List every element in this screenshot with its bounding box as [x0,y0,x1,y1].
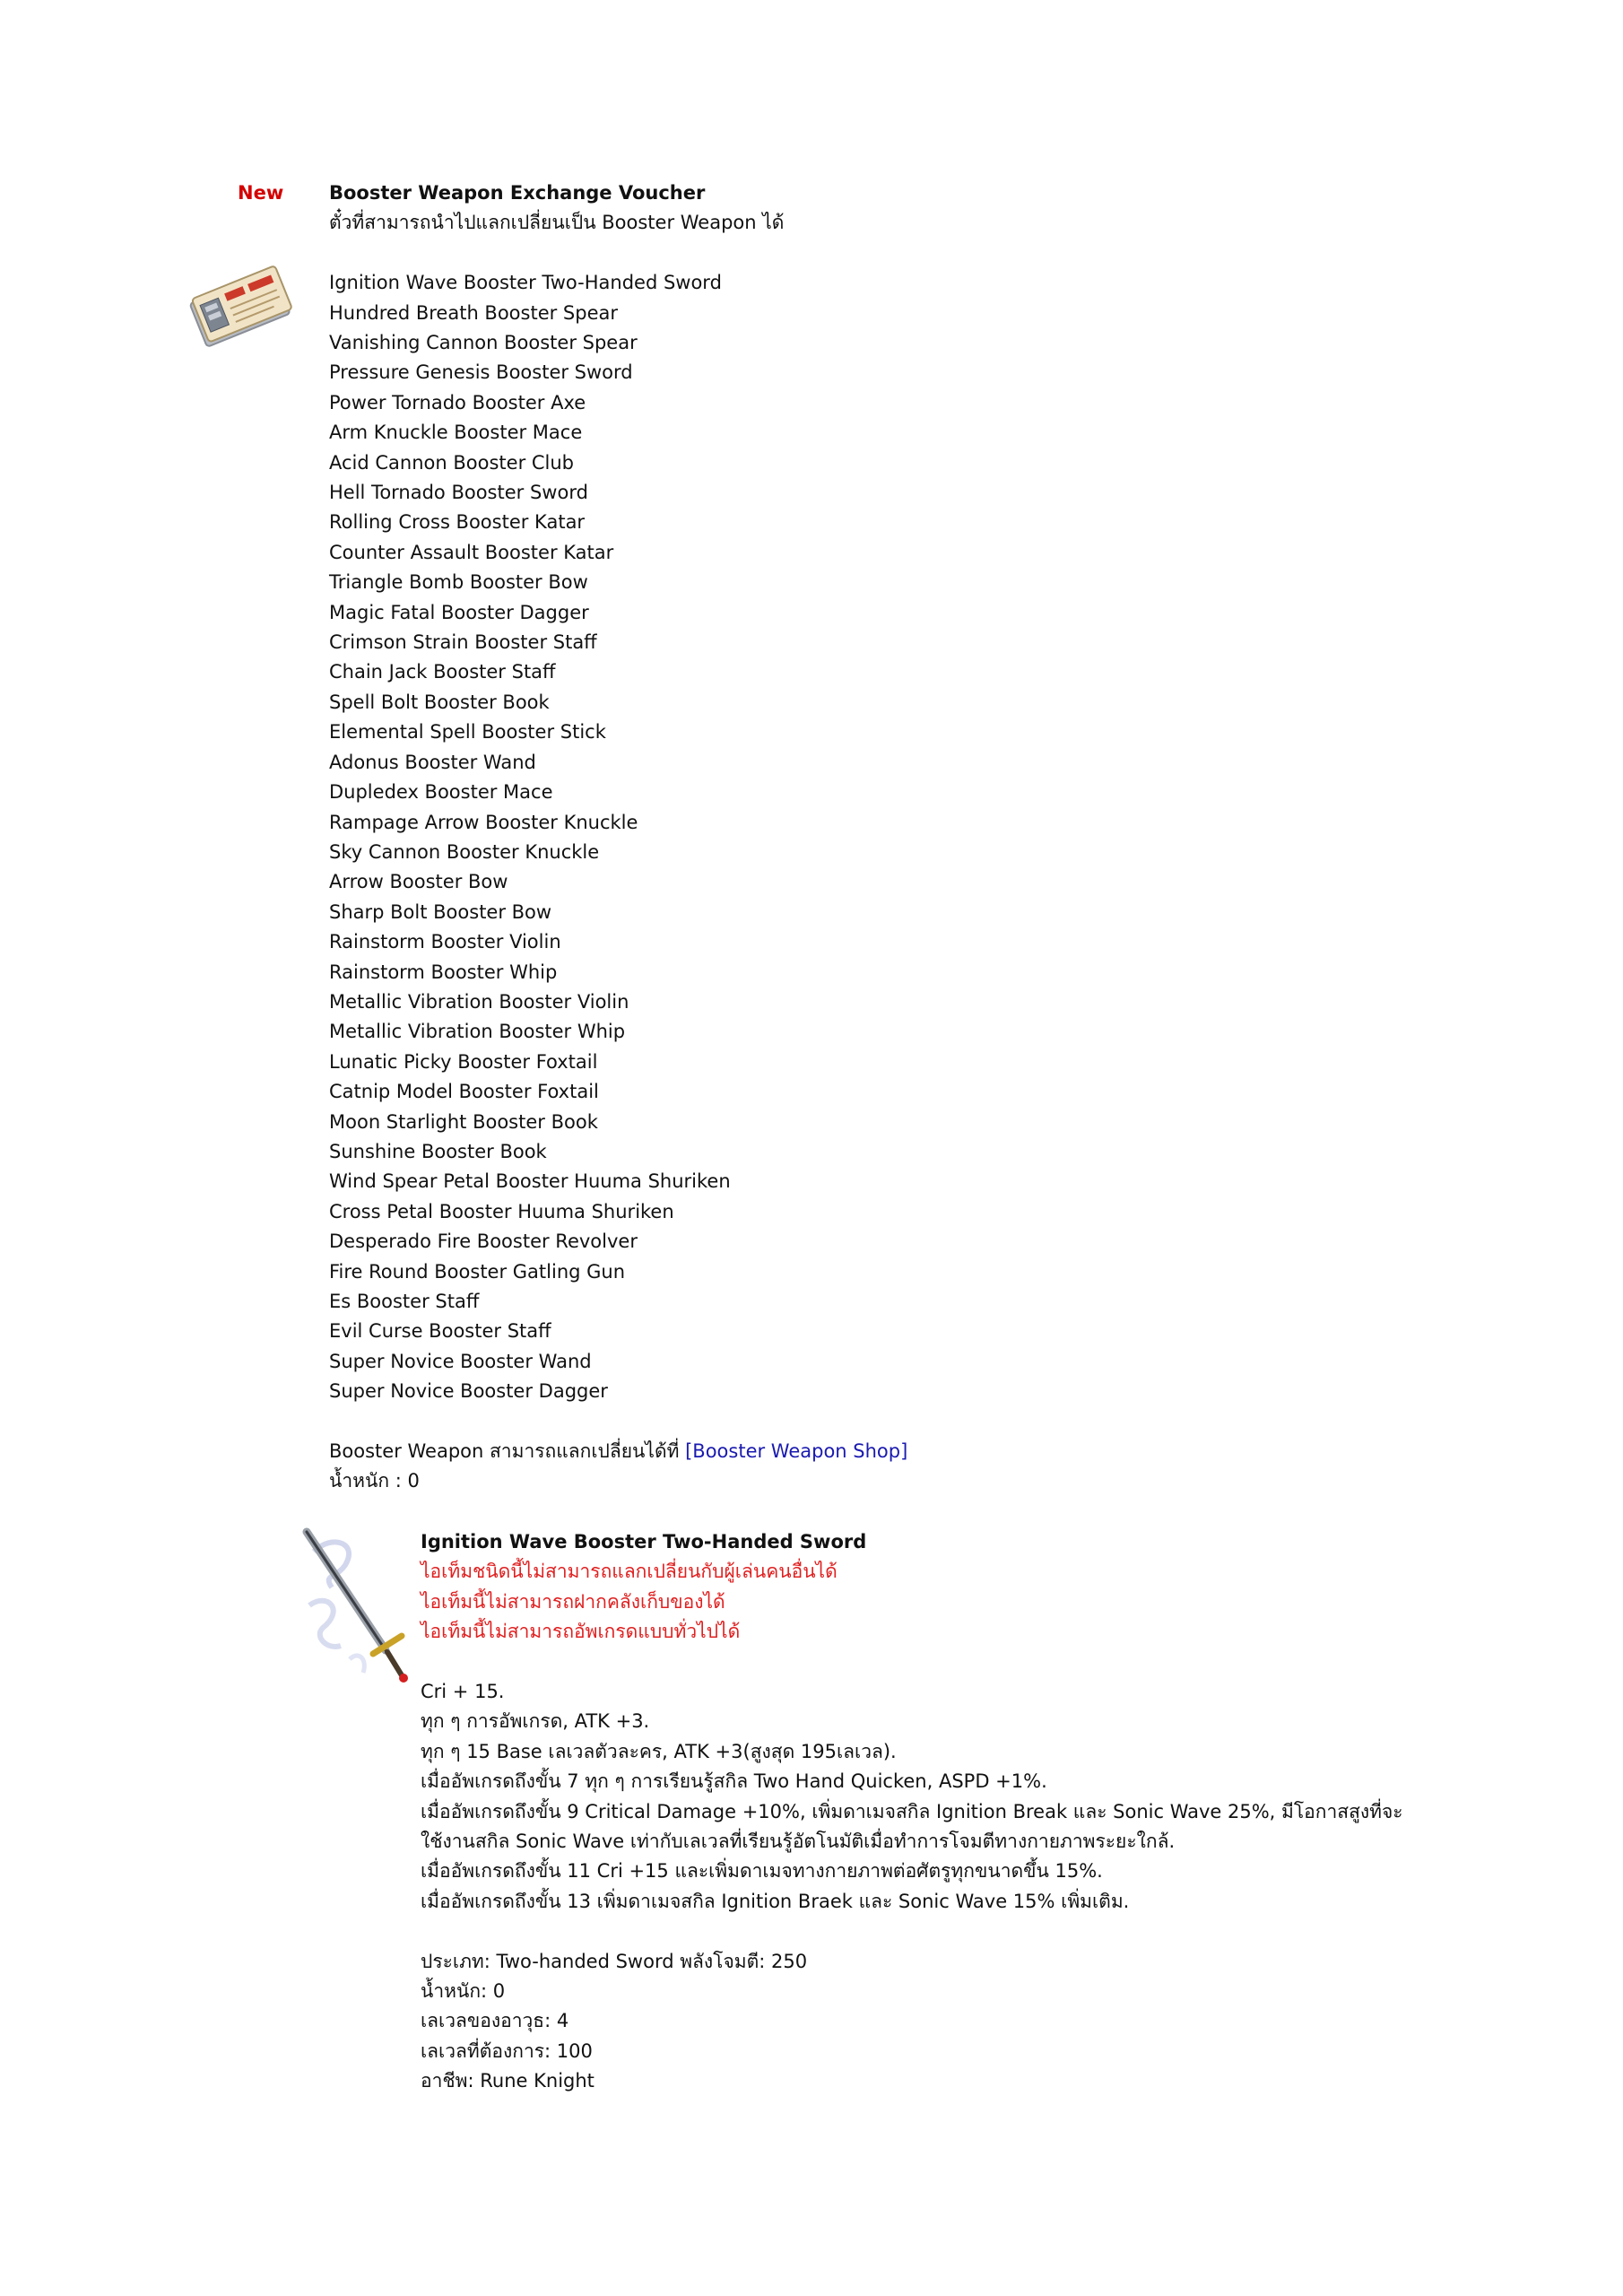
list-item: Sunshine Booster Book [329,1140,547,1162]
list-item: Hundred Breath Booster Spear [329,301,619,324]
booster-weapon-list [329,268,1495,1406]
stat-job: อาชีพ: Rune Knight [421,2070,595,2092]
list-item: Rolling Cross Booster Katar [329,511,586,534]
list-item: Evil Curse Booster Staff [329,1320,551,1343]
list-item: Wind Spear Petal Booster Huuma Shuriken [329,1170,731,1193]
effect-line: เมื่ออัพเกรดถึงขั้น 11 Cri +15 และเพิ่มดาเมจทางกายภาพต่อศัตรูทุกขนาดขึ้น 15%. [421,1860,1103,1883]
warning-no-upgrade: ไอเท็มนี้ไม่สามารถอัพเกรดแบบทั่วไปได้ [421,1621,741,1643]
effect-line: เมื่ออัพเกรดถึงขั้น 13 เพิ่มดาเมจสกิล Ignition Braek และ Sonic Wave 15% เพิ่มเติม. [421,1890,1130,1912]
exchange-location [329,1437,1495,1466]
list-item: Sky Cannon Booster Knuckle [329,840,600,863]
list-item: Lunatic Picky Booster Foxtail [329,1050,598,1073]
list-item: Adonus Booster Wand [329,751,536,773]
list-item: Triangle Bomb Booster Bow [329,571,588,594]
list-item: Sharp Bolt Booster Bow [329,900,552,923]
list-item: Counter Assault Booster Katar [329,541,614,563]
list-item: Elemental Spell Booster Stick [329,721,606,744]
stat-weight: น้ำหนัก: 0 [421,1980,506,2003]
list-item: Desperado Fire Booster Revolver [329,1231,638,1253]
exchange-prefix: Booster Weapon สามารถแลกเปลี่ยนได้ที่ [329,1440,686,1463]
voucher-subtitle: ตั๋วที่สามารถนำไปแลกเปลี่ยนเป็น Booster Weapon ได้ [329,212,785,234]
effect-line: Cri + 15. [421,1681,505,1703]
voucher-title: Booster Weapon Exchange Voucher [329,182,706,204]
list-item: Magic Fatal Booster Dagger [329,601,589,623]
list-item: Metallic Vibration Booster Whip [329,1021,626,1043]
list-item: Pressure Genesis Booster Sword [329,361,633,384]
stat-weapon-level: เลเวลของอาวุธ: 4 [421,2010,569,2032]
list-item: Crimson Strain Booster Staff [329,631,597,654]
list-item: Super Novice Booster Wand [329,1350,592,1372]
list-item: Chain Jack Booster Staff [329,661,556,683]
list-item: Vanishing Cannon Booster Spear [329,332,638,354]
effect-line: ทุก ๆ 15 Base เลเวลตัวละคร, ATK +3(สูงสุด 195เลเวล). [421,1740,897,1762]
list-item: Rainstorm Booster Violin [329,931,561,953]
list-item: Rainstorm Booster Whip [329,961,558,983]
list-item: Metallic Vibration Booster Violin [329,990,629,1013]
list-item: Spell Bolt Booster Book [329,691,550,713]
effect-line: เมื่ออัพเกรดถึงขั้น 7 ทุก ๆ การเรียนรู้สกิล Two Hand Quicken, ASPD +1%. [421,1770,1047,1793]
list-item: Moon Starlight Booster Book [329,1110,598,1133]
sword-section [421,1527,1407,2097]
list-item: Ignition Wave Booster Two-Handed Sword [329,272,722,294]
new-label: New [238,182,284,204]
list-item: Cross Petal Booster Huuma Shuriken [329,1200,674,1222]
voucher-weight: น้ำหนัก : 0 [329,1470,420,1492]
voucher-section [329,178,1495,1497]
list-item: Hell Tornado Booster Sword [329,482,588,504]
sword-title: Ignition Wave Booster Two-Handed Sword [421,1531,867,1552]
warning-no-trade: ไอเท็มชนิดนี้ไม่สามารถแลกเปลี่ยนกับผู้เล่นคนอื่นได้ [421,1561,838,1583]
voucher-ticket-icon [187,260,294,359]
list-item: Acid Cannon Booster Club [329,451,575,474]
list-item: Arrow Booster Bow [329,871,508,893]
list-item: Arm Knuckle Booster Mace [329,422,583,444]
list-item: Super Novice Booster Dagger [329,1380,608,1403]
list-item: Catnip Model Booster Foxtail [329,1081,599,1103]
booster-weapon-shop-link[interactable]: [Booster Weapon Shop] [685,1440,908,1463]
list-item: Dupledex Booster Mace [329,781,553,804]
effect-line: เมื่ออัพเกรดถึงขั้น 9 Critical Damage +10%, เพิ่มดาเมจสกิล Ignition Break และ Sonic Wave 25%, มีโอกาสสูงที่จะใช้งานสกิล Sonic Wave เท่ากับเลเวลที่เรียนรู้อัตโนมัติเมื่อทำการโจมตีทางกายภาพระยะใกล้. [421,1800,1403,1853]
warning-no-storage: ไอเท็มนี้ไม่สามารถฝากคลังเก็บของได้ [421,1590,725,1613]
list-item: Rampage Arrow Booster Knuckle [329,811,638,833]
effect-line: ทุก ๆ การอัพเกรด, ATK +3. [421,1710,650,1733]
list-item: Es Booster Staff [329,1291,480,1313]
list-item: Fire Round Booster Gatling Gun [329,1260,626,1283]
list-item: Power Tornado Booster Axe [329,391,586,413]
stat-type-attack: ประเภท: Two-handed Sword พลังโจมตี: 250 [421,1950,808,1972]
stat-required-level: เลเวลที่ต้องการ: 100 [421,2039,593,2062]
two-handed-sword-icon [296,1525,412,1691]
